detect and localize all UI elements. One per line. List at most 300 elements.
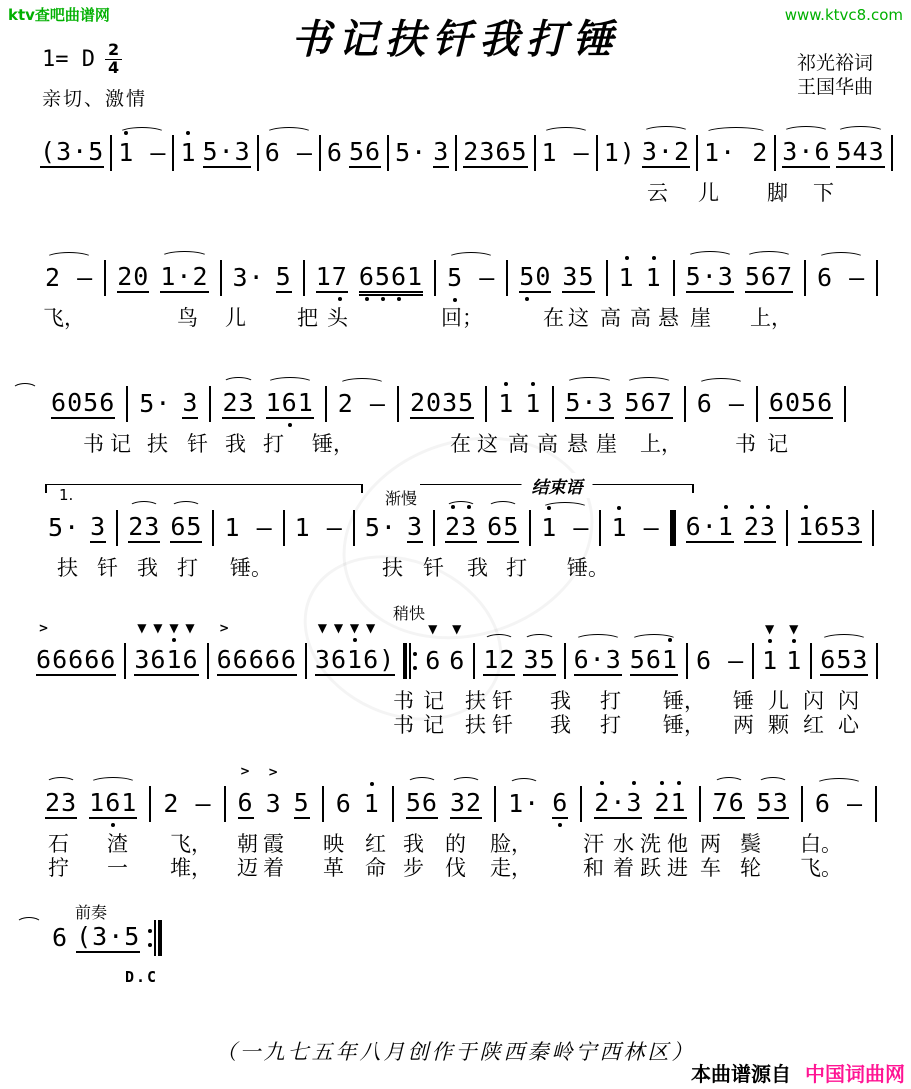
lyric-syllable: 书 (393, 713, 414, 737)
note-token (265, 139, 313, 168)
note-token (782, 138, 830, 169)
note-token (163, 790, 211, 819)
tempo-label: 稍快 (393, 604, 426, 623)
note-digit: 2 (445, 511, 462, 541)
notation-row (0, 763, 911, 824)
note-digit: 6 ▼ (330, 620, 347, 674)
note-digit: 3 (144, 511, 161, 541)
note-digit: ( (40, 136, 57, 166)
note-digit: 1 (661, 644, 678, 674)
note-digit: 5 (756, 787, 773, 817)
note-digit (354, 389, 370, 418)
note-token (642, 138, 690, 169)
lyric-syllable: 扶 (465, 713, 486, 737)
note-token (498, 390, 514, 419)
note-token (36, 620, 117, 677)
note-digit: 3 (605, 644, 622, 674)
note-digit: 5 (293, 787, 310, 817)
note-digit: 3 (406, 511, 423, 541)
lyric-syllable: 颗 (768, 713, 789, 737)
barline (485, 386, 487, 422)
note-token (294, 789, 310, 820)
note-digit: ) (379, 644, 396, 674)
note-token (222, 389, 254, 420)
lyric-syllable: 映 (323, 832, 344, 856)
lyric-syllable: 我 (550, 689, 571, 713)
barline (529, 510, 531, 546)
note-digit: 6 ▼ (182, 620, 199, 674)
note-digit: 7 (331, 261, 348, 291)
note-token (611, 514, 659, 543)
note-digit: — (573, 512, 590, 542)
note-digit: 0 (426, 387, 443, 417)
note-digit: 6 > (237, 763, 254, 817)
note-token (40, 138, 104, 169)
note-token (519, 263, 551, 294)
tie-arc (16, 920, 44, 956)
site-link-right[interactable]: www.ktvc8.com (784, 6, 903, 24)
note-token (336, 790, 352, 819)
note-digit: 6 (640, 387, 657, 417)
barline (392, 786, 394, 822)
note-token (406, 789, 438, 820)
note-token (523, 646, 555, 677)
lyric-syllable: 儿 (225, 306, 246, 330)
note-digit: 3 ▼ (314, 620, 331, 674)
note-token (117, 263, 149, 294)
note-digit: 3 (433, 136, 450, 166)
composer: 王国华曲 (796, 75, 873, 98)
decoration (148, 926, 152, 950)
lyric-syllable: 闪 (838, 689, 859, 713)
note-digit: 6 > (216, 620, 233, 674)
lyric-syllable: 和 (583, 856, 604, 880)
lyric-syllable: 红 (365, 832, 386, 856)
time-numerator: 2 (107, 40, 120, 59)
lyric-syllable: 上， (750, 306, 792, 330)
barline (580, 786, 582, 822)
lyric-syllable: 上， (640, 432, 682, 456)
lyric-syllable: 我 (137, 556, 158, 580)
note-token (410, 389, 474, 420)
note-digit: 5 (275, 261, 292, 291)
note-digit: 3 (442, 387, 459, 417)
barline (844, 386, 846, 422)
lyric-syllable: 走， (490, 856, 532, 880)
lyric-syllable: 两 (733, 713, 754, 737)
note-token (266, 389, 314, 420)
note-digit: 6 ▼ (363, 620, 380, 674)
note-digit: 5 (458, 387, 475, 417)
lyric-syllable: 下 (813, 181, 834, 205)
note-digit: 6 (696, 388, 713, 418)
note-digit: 6 (99, 387, 116, 417)
note-token (508, 790, 540, 819)
note-digit: 1 (363, 788, 380, 818)
lyric-syllable: 钎 (423, 556, 444, 580)
barline (224, 786, 226, 822)
tempo-label: 渐慢 (385, 489, 418, 508)
note-digit: · (72, 136, 89, 166)
note-digit: 6 > (36, 620, 53, 674)
lyric-syllable: 打 (600, 689, 621, 713)
lyric-syllable: 钎 (492, 713, 513, 737)
accent-mark: > (38, 620, 50, 635)
lyric-syllable: 飞， (170, 832, 212, 856)
lyric-syllable: 崖 (690, 306, 711, 330)
decoration (409, 643, 411, 679)
notation-row (0, 133, 911, 173)
barline (686, 643, 688, 679)
barline (673, 260, 675, 296)
note-digit: 2 (743, 511, 760, 541)
ending-bracket (420, 478, 694, 498)
lyric-syllable: 这 (568, 306, 589, 330)
lyric-syllable: 钎 (492, 689, 513, 713)
music-system (0, 478, 911, 580)
note-digit: 5 (83, 387, 100, 417)
barline (387, 135, 389, 171)
note-digit: · (64, 512, 81, 542)
lyric-syllable: 记 (423, 689, 444, 713)
note-digit: 1 (89, 787, 106, 817)
lyric-syllable: 高 (600, 306, 621, 330)
note-digit: 0 (784, 387, 801, 417)
accent-mark: ▼ (185, 620, 196, 635)
note-digit: · (610, 787, 627, 817)
note-digit: 1 (611, 512, 628, 542)
note-digit: 5 (629, 644, 646, 674)
note-digit: 5 (830, 511, 847, 541)
note-digit: 1 (483, 644, 500, 674)
music-system (0, 384, 911, 456)
note-digit: 6 (170, 511, 187, 541)
note-digit: · (589, 644, 606, 674)
tempo-label: 前奏 (75, 903, 108, 922)
source-site-link[interactable]: 中国词曲网 (805, 1062, 905, 1086)
lyric-syllable: 车 (700, 856, 721, 880)
note-token (565, 389, 613, 420)
lyric-syllable: 打 (263, 432, 284, 456)
note-digit: 5 (374, 261, 391, 291)
barline (149, 786, 151, 822)
note-digit: 1 (224, 512, 241, 542)
note-token (552, 789, 568, 820)
note-token (76, 923, 140, 954)
note-digit: — (77, 262, 94, 292)
note-token (630, 646, 678, 677)
note-digit: 1 (645, 262, 662, 292)
lyric-syllable: 书 (393, 689, 414, 713)
note-digit (179, 789, 195, 818)
note-digit: 6 (768, 387, 785, 417)
note-digit: 6 (264, 644, 281, 674)
note-digit: 2 (499, 644, 516, 674)
note-token (487, 513, 519, 544)
lyric-syllable: 崖 (596, 432, 617, 456)
note-digit (831, 789, 847, 818)
note-digit: 3 (238, 387, 255, 417)
tie-arc (12, 386, 40, 422)
note-digit: 2 (192, 261, 209, 291)
barline (172, 135, 174, 171)
note-digit: 6 (335, 788, 352, 818)
barline (696, 135, 698, 171)
note-token (52, 924, 68, 953)
note-digit: 6 (84, 644, 101, 674)
accent-mark: ▼ (428, 621, 439, 636)
note-token (757, 789, 789, 820)
notation-row (0, 258, 911, 298)
note-digit: 3 (562, 261, 579, 291)
volta-label: 1. (59, 486, 74, 504)
note-digit: 5 (519, 261, 536, 291)
barline (116, 510, 118, 546)
note-digit: 5 (202, 136, 219, 166)
song-title: 书记扶钎我打锤 (291, 16, 620, 63)
barline (305, 643, 307, 679)
note-token (265, 764, 282, 819)
lyric-syllable: 钎 (97, 556, 118, 580)
lyric-syllable: 汗 (583, 832, 604, 856)
note-digit: 5 (364, 512, 381, 542)
note-token (349, 138, 381, 169)
barline (756, 386, 758, 422)
note-digit: 6 (248, 644, 265, 674)
note-digit: 1 (541, 137, 558, 167)
note-digit: 3 (61, 787, 78, 817)
note-token (295, 514, 343, 543)
note-digit: 5 (565, 387, 582, 417)
note-digit: 6 ▼ (150, 620, 167, 674)
note-digit: ) (619, 137, 636, 167)
note-token (276, 263, 292, 294)
ending-label: 结束语 (522, 473, 593, 498)
barline (207, 643, 209, 679)
note-digit: 5 (578, 261, 595, 291)
barline (801, 786, 803, 822)
note-token (483, 646, 515, 677)
barline (212, 510, 214, 546)
note-digit (281, 138, 297, 167)
note-digit: 3 (782, 136, 799, 166)
lyric-syllable: 高 (537, 432, 558, 456)
barline (872, 510, 874, 546)
lyric-syllable: 跃 (640, 856, 661, 880)
note-token (48, 514, 80, 543)
barline (319, 135, 321, 171)
barline (303, 260, 305, 296)
accent-mark: ▼ (365, 620, 377, 635)
lyric-syllable: 脸， (490, 832, 532, 856)
note-digit (61, 263, 77, 292)
barline (596, 135, 598, 171)
note-digit: · (218, 136, 235, 166)
music-system (0, 133, 911, 205)
note-digit: 3 (772, 787, 789, 817)
lyric-syllable: 进 (667, 856, 688, 880)
note-digit: 1 (315, 261, 332, 291)
note-digit: 3 (641, 136, 658, 166)
lyric-syllable: 的 (445, 832, 466, 856)
note-digit: 6 ▼ (425, 621, 442, 675)
note-digit: 7 (712, 787, 729, 817)
note-digit: · (720, 137, 737, 167)
note-digit: 3 (234, 136, 251, 166)
note-digit: 2 (45, 262, 62, 292)
note-digit (833, 263, 849, 292)
note-token (407, 513, 423, 544)
note-digit: 5 (395, 137, 412, 167)
note-digit: 3 (846, 511, 863, 541)
barline (875, 786, 877, 822)
note-token (594, 789, 642, 820)
barline (433, 510, 435, 546)
note-digit: · (248, 262, 265, 292)
note-digit: 0 (535, 261, 552, 291)
note-digit: 3 (523, 644, 540, 674)
note-token (51, 389, 115, 420)
note-digit: 6 (814, 788, 831, 818)
lyric-syllable: 锤， (663, 689, 705, 713)
note-token (314, 620, 396, 677)
note-digit: 6 (573, 644, 590, 674)
barline (786, 510, 788, 546)
lyric-syllable: 堆， (170, 856, 212, 880)
note-token (541, 514, 589, 543)
lyric-syllable: 我 (403, 832, 424, 856)
music-system (0, 604, 911, 737)
note-token (820, 646, 868, 677)
lyricist: 祁光裕词 (796, 52, 873, 74)
lyric-syllable: 闪 (803, 689, 824, 713)
note-digit: 6 (68, 644, 85, 674)
note-digit: 6 (495, 136, 512, 166)
note-digit: 2 (594, 787, 611, 817)
lyric-syllable: 在 (450, 432, 471, 456)
note-token (697, 390, 745, 419)
accent-mark: ▼ (169, 620, 180, 635)
note-token (525, 390, 541, 419)
note-token (338, 390, 386, 419)
note-digit: ( (76, 921, 93, 951)
barline (322, 786, 324, 822)
note-digit: 6 (365, 136, 382, 166)
note-digit: 6 (817, 262, 834, 292)
note-token (769, 389, 833, 420)
lyric-syllable: 悬 (658, 306, 679, 330)
note-digit: — (728, 388, 745, 418)
lyric-syllable: 书 (735, 432, 756, 456)
lyric-syllable: 着 (263, 856, 284, 880)
note-digit (713, 389, 729, 418)
lyric-syllable: 着 (613, 856, 634, 880)
note-token (180, 139, 196, 168)
note-token (817, 264, 865, 293)
source-line (691, 1058, 905, 1087)
barline (126, 386, 128, 422)
note-digit: 0 (133, 261, 150, 291)
note-digit: · (155, 388, 172, 418)
lyric-syllable: 锤 (733, 689, 754, 713)
note-digit (558, 138, 574, 167)
barline (684, 386, 686, 422)
lyric-syllable: 打 (506, 556, 527, 580)
lyric-syllable: 我 (550, 713, 571, 737)
accent-mark: ▼ (153, 620, 164, 635)
note-digit: 5 (624, 387, 641, 417)
time-denominator: 4 (105, 59, 122, 77)
note-token (574, 646, 622, 677)
music-system (0, 763, 911, 880)
note-digit: 5 (801, 387, 818, 417)
barline (774, 135, 776, 171)
lyric-syllable: 书 (83, 432, 104, 456)
note-digit: — (369, 388, 386, 418)
note-digit: 2 (337, 388, 354, 418)
lyric-syllable: 鬓 (740, 832, 761, 856)
note-token (836, 138, 884, 169)
barline (804, 260, 806, 296)
lyric-syllable: 记 (110, 432, 131, 456)
note-digit (311, 513, 327, 542)
lyric-syllable: 云 (647, 181, 668, 205)
notation-row (0, 620, 911, 681)
lyric-syllable: 伐 (445, 856, 466, 880)
lyric-syllable: 锤， (663, 713, 705, 737)
note-digit (712, 646, 728, 675)
note-digit: 1 (498, 388, 515, 418)
note-digit: 2 (654, 787, 671, 817)
note-digit: 6 (685, 511, 702, 541)
note-digit: 1 (407, 261, 424, 291)
accent-mark: ▼ (452, 621, 463, 636)
lyric-syllable: 水 (613, 832, 634, 856)
note-digit: · (524, 788, 541, 818)
note-token (118, 139, 166, 168)
barline (876, 260, 878, 296)
barline (104, 260, 106, 296)
note-digit: 3 > (265, 764, 282, 818)
barline (564, 643, 566, 679)
note-digit: 2 (222, 387, 239, 417)
note-digit: 2 (117, 261, 134, 291)
note-digit: — (256, 512, 273, 542)
note-token (425, 621, 442, 676)
site-link-left[interactable]: ktv查吧曲谱网 (8, 6, 110, 24)
note-digit: 5 (836, 136, 853, 166)
note-digit: 1 (508, 788, 525, 818)
lyric-syllable: 我 (225, 432, 246, 456)
note-digit: 3 ▼ (134, 620, 151, 674)
note-token (815, 790, 863, 819)
note-token (365, 514, 397, 543)
note-digit: 1 (704, 137, 721, 167)
note-token (450, 789, 482, 820)
note-digit: — (643, 512, 660, 542)
note-digit: 5 (539, 644, 556, 674)
note-token (686, 263, 734, 294)
note-digit: 3 (759, 511, 776, 541)
note-digit: 1 ▼ (347, 620, 364, 674)
note-token (542, 139, 590, 168)
note-digit: — (326, 512, 343, 542)
note-token (745, 263, 793, 294)
note-digit (241, 513, 257, 542)
note-digit: — (296, 137, 313, 167)
note-digit: 1 ▼ (762, 621, 779, 675)
note-digit: 3 (449, 787, 466, 817)
